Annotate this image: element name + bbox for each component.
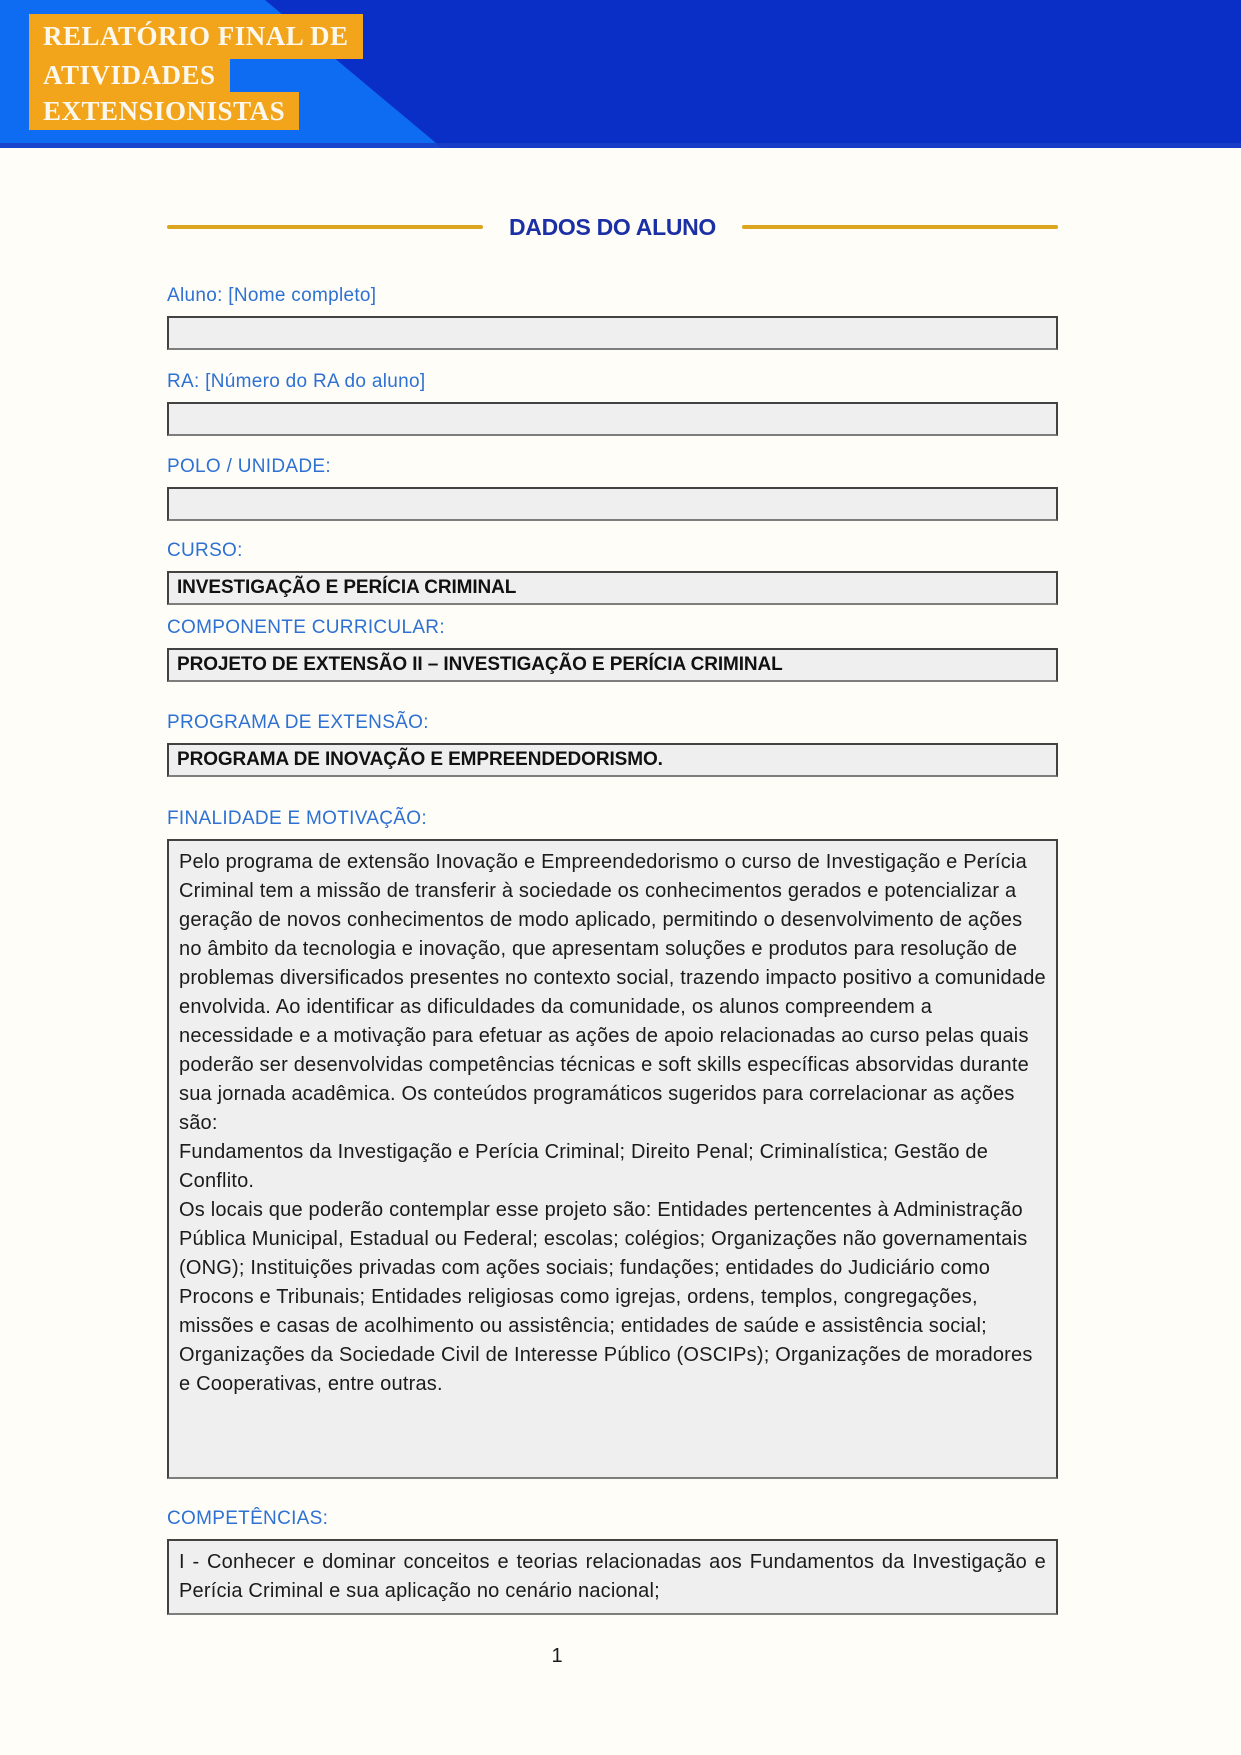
finalidade-paragraph-2: Fundamentos da Investigação e Perícia Criminal; Direito Penal; Criminalística; Gestão de Conflito. [179,1141,989,1192]
componente-value: PROJETO DE EXTENSÃO II – INVESTIGAÇÃO E PERÍCIA CRIMINAL [167,648,1058,682]
componente-label: COMPONENTE CURRICULAR: [167,617,445,638]
competencias-item-1: I - Conhecer e dominar conceitos e teorias relacionadas aos Fundamentos da Investigação e Perícia Criminal e sua aplicação no cenário nacional; [179,1551,1046,1602]
programa-value: PROGRAMA DE INOVAÇÃO E EMPREENDEDORISMO. [167,743,1058,777]
field-group-ra [167,370,1058,436]
aluno-input[interactable] [167,316,1058,350]
finalidade-label: FINALIDADE E MOTIVAÇÃO: [167,808,427,829]
programa-label: PROGRAMA DE EXTENSÃO: [167,712,429,733]
section-title: DADOS DO ALUNO [508,213,717,240]
competencias-text-box [167,1539,1058,1615]
report-banner [0,0,1241,148]
ra-label: RA: [Número do RA do aluno] [167,371,426,392]
title-rule-right [742,225,1058,229]
report-title-line-3: EXTENSIONISTAS [29,92,299,130]
polo-input[interactable] [167,487,1058,521]
report-title-block [29,14,363,130]
page-number: 1 [551,1645,563,1667]
finalidade-text-box [167,839,1058,1479]
field-group-curso [167,539,1058,605]
field-group-componente [167,616,1058,682]
field-group-polo [167,455,1058,521]
finalidade-paragraph-1: Pelo programa de extensão Inovação e Empreendedorismo o curso de Investigação e Perícia Criminal tem a missão de transferir à sociedade os conhecimentos gerados e potencializar a geração de novos conhecimentos de modo aplicado, permitindo o desenvolvimento de ações no âmbito da tecnologia e inovação, que apresentam soluções e produtos para resolução de problemas diversificados presentes no contexto social, trazendo impacto positivo a comunidade envolvida. Ao identificar as dificuldades da comunidade, os alunos compreendem a necessidade e a motivação para efetuar as ações de apoio relacionadas ao curso pelas quais poderão ser desenvolvidas competências técnicas e soft skills específicas absorvidas durante sua jornada acadêmica. Os conteúdos programáticos sugeridos para correlacionar as ações são: [179,851,1046,1134]
page-footer [167,1645,947,1668]
competencias-label: COMPETÊNCIAS: [167,1508,329,1529]
banner-bottom-strip [0,143,1241,148]
field-group-aluno [167,284,1058,350]
report-title-line-1: RELATÓRIO FINAL DE [29,14,363,59]
section-title-row [167,212,1058,242]
field-group-finalidade [167,807,1058,1479]
finalidade-paragraph-3: Os locais que poderão contemplar esse projeto são: Entidades pertencentes à Administração Pública Municipal, Estadual ou Federal; escolas; colégios; Organizações não governamentais (ONG); Instituições privadas com ações sociais; fundações; entidades do Judiciário como Procons e Tribunais; Entidades religiosas como igrejas, ordens, templos, congregações, missões e casas de acolhimento ou assistência; entidades de saúde e assistência social; Organizações da Sociedade Civil de Interesse Público (OSCIPs); Organizações de moradores e Cooperativas, entre outras. [179,1199,1033,1395]
title-rule-left [167,225,483,229]
curso-label: CURSO: [167,540,243,561]
curso-value: INVESTIGAÇÃO E PERÍCIA CRIMINAL [167,571,1058,605]
report-title-line-2: ATIVIDADES [29,59,230,92]
form-content [167,212,1058,1668]
polo-label: POLO / UNIDADE: [167,456,331,477]
aluno-label: Aluno: [Nome completo] [167,285,377,306]
ra-input[interactable] [167,402,1058,436]
field-group-competencias [167,1507,1058,1615]
field-group-programa [167,711,1058,777]
